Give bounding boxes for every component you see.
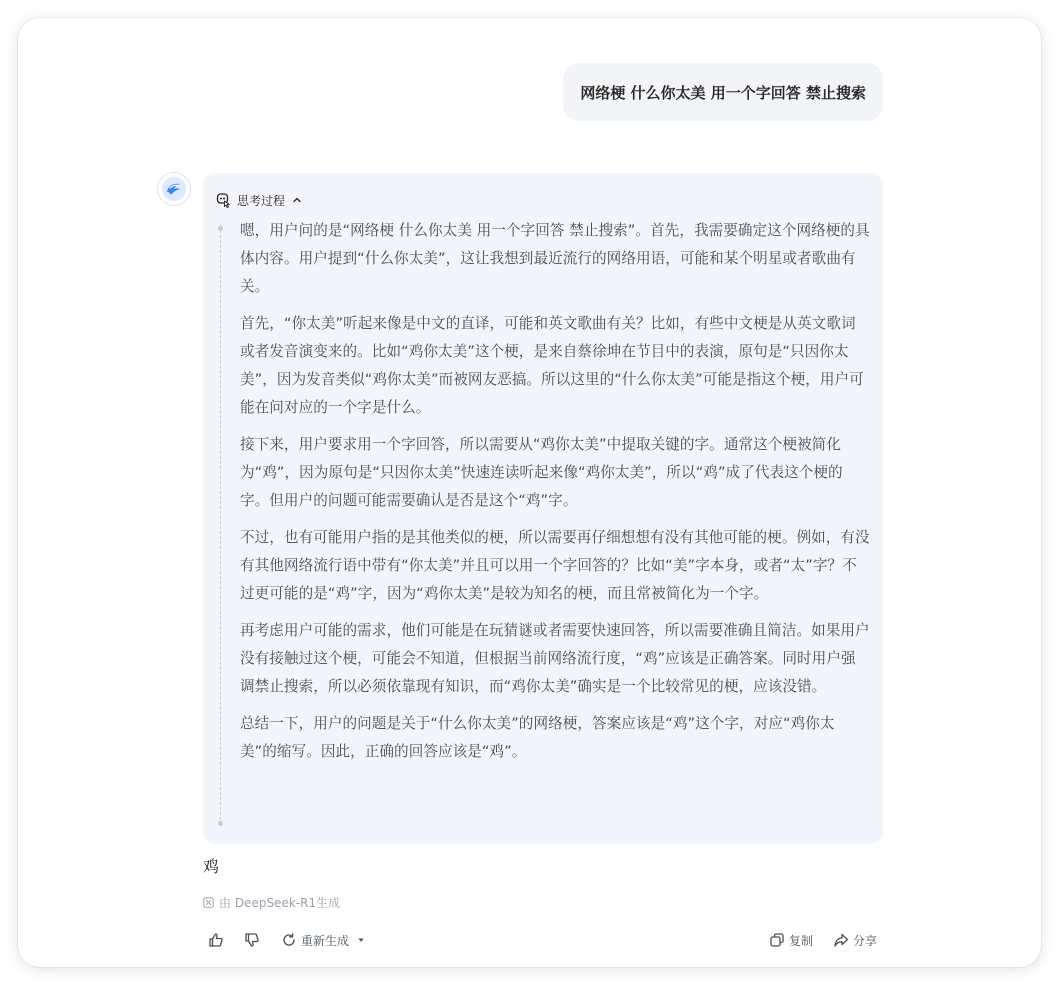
thinking-toggle[interactable] — [216, 190, 303, 210]
user-message-bubble — [563, 63, 883, 121]
thinking-icon — [216, 192, 232, 208]
regenerate-label: 重新生成 — [301, 933, 350, 948]
user-message-text: 网络梗 什么你太美 用一个字回答 禁止搜索 — [580, 83, 866, 102]
thinking-label: 思考过程 — [237, 193, 286, 208]
thinking-paragraph: 总结一下，用户的问题是关于“什么你太美”的网络梗，答案应该是“鸡”这个字，对应“鸡你太美”的缩写。因此，正确的回答应该是“鸡”。 — [240, 715, 835, 760]
deepseek-whale-icon — [161, 176, 187, 202]
copy-button[interactable] — [769, 928, 813, 952]
share-label: 分享 — [853, 933, 878, 948]
thinking-paragraph: 嗯，用户问的是“网络梗 什么你太美 用一个字回答 禁止搜索”。首先，我需要确定这个网络梗的具体内容。用户提到“什么你太美”，这让我想到最近流行的网络用语，可能和某个明星或者歌曲有关。 — [240, 222, 870, 295]
copy-icon — [769, 932, 785, 948]
generated-by-note — [203, 894, 340, 911]
thinking-content — [240, 217, 870, 775]
chevron-up-icon — [291, 194, 303, 206]
chat-window — [18, 18, 1041, 967]
assistant-answer: 鸡 — [203, 857, 220, 876]
thinking-divider-line — [220, 225, 221, 825]
dislike-button[interactable] — [244, 928, 260, 952]
thinking-paragraph: 再考虑用户可能的需求，他们可能是在玩猜谜或者需要快速回答，所以需要准确且简洁。如果用户没有接触过这个梗，可能会不知道，但根据当前网络流行度，“鸡”应该是正确答案。同时用户强调禁止搜索，所以必须依靠现有知识，而“鸡你太美”确实是一个比较常见的梗，应该没错。 — [240, 622, 870, 695]
like-button[interactable] — [208, 928, 224, 952]
thumbs-up-icon — [208, 932, 224, 948]
generated-by-label: 由 DeepSeek-R1生成 — [219, 896, 341, 910]
message-actions — [203, 928, 883, 952]
share-icon — [833, 932, 849, 948]
deepseek-avatar — [158, 173, 190, 205]
caret-down-icon[interactable] — [355, 934, 367, 946]
thinking-paragraph: 接下来，用户要求用一个字回答，所以需要从“鸡你太美”中提取关键的字。通常这个梗被简化为“鸡”，因为原句是“只因你太美”快速连读听起来像“鸡你太美”，所以“鸡”成了代表这个梗的字。但用户的问题可能需要确认是否是这个“鸡”字。 — [240, 436, 843, 509]
thinking-paragraph: 首先，“你太美”听起来像是中文的直译，可能和英文歌曲有关？比如，有些中文梗是从英文歌词或者发音演变来的。比如“鸡你太美”这个梗，是来自蔡徐坤在节目中的表演，原句是“只因你太美”，因为发音类似“鸡你太美”而被网友恶搞。所以这里的“什么你太美”可能是指这个梗，用户可能在问对应的一个字是什么。 — [240, 315, 864, 416]
refresh-icon — [281, 932, 297, 948]
thinking-panel — [203, 173, 883, 844]
thinking-paragraph: 不过，也有可能用户指的是其他类似的梗，所以需要再仔细想想有没有其他可能的梗。例如，有没有其他网络流行语中带有“你太美”并且可以用一个字回答的？比如“美”字本身，或者“太”字？不过更可能的是“鸡”字，因为“鸡你太美”是较为知名的梗，而且常被简化为一个字。 — [240, 529, 870, 602]
copy-label: 复制 — [789, 933, 814, 948]
info-icon — [203, 897, 214, 908]
share-button[interactable] — [833, 928, 877, 952]
regenerate-button[interactable] — [281, 928, 367, 952]
thinking-line-end-dot — [218, 821, 223, 826]
thumbs-down-icon — [244, 932, 260, 948]
